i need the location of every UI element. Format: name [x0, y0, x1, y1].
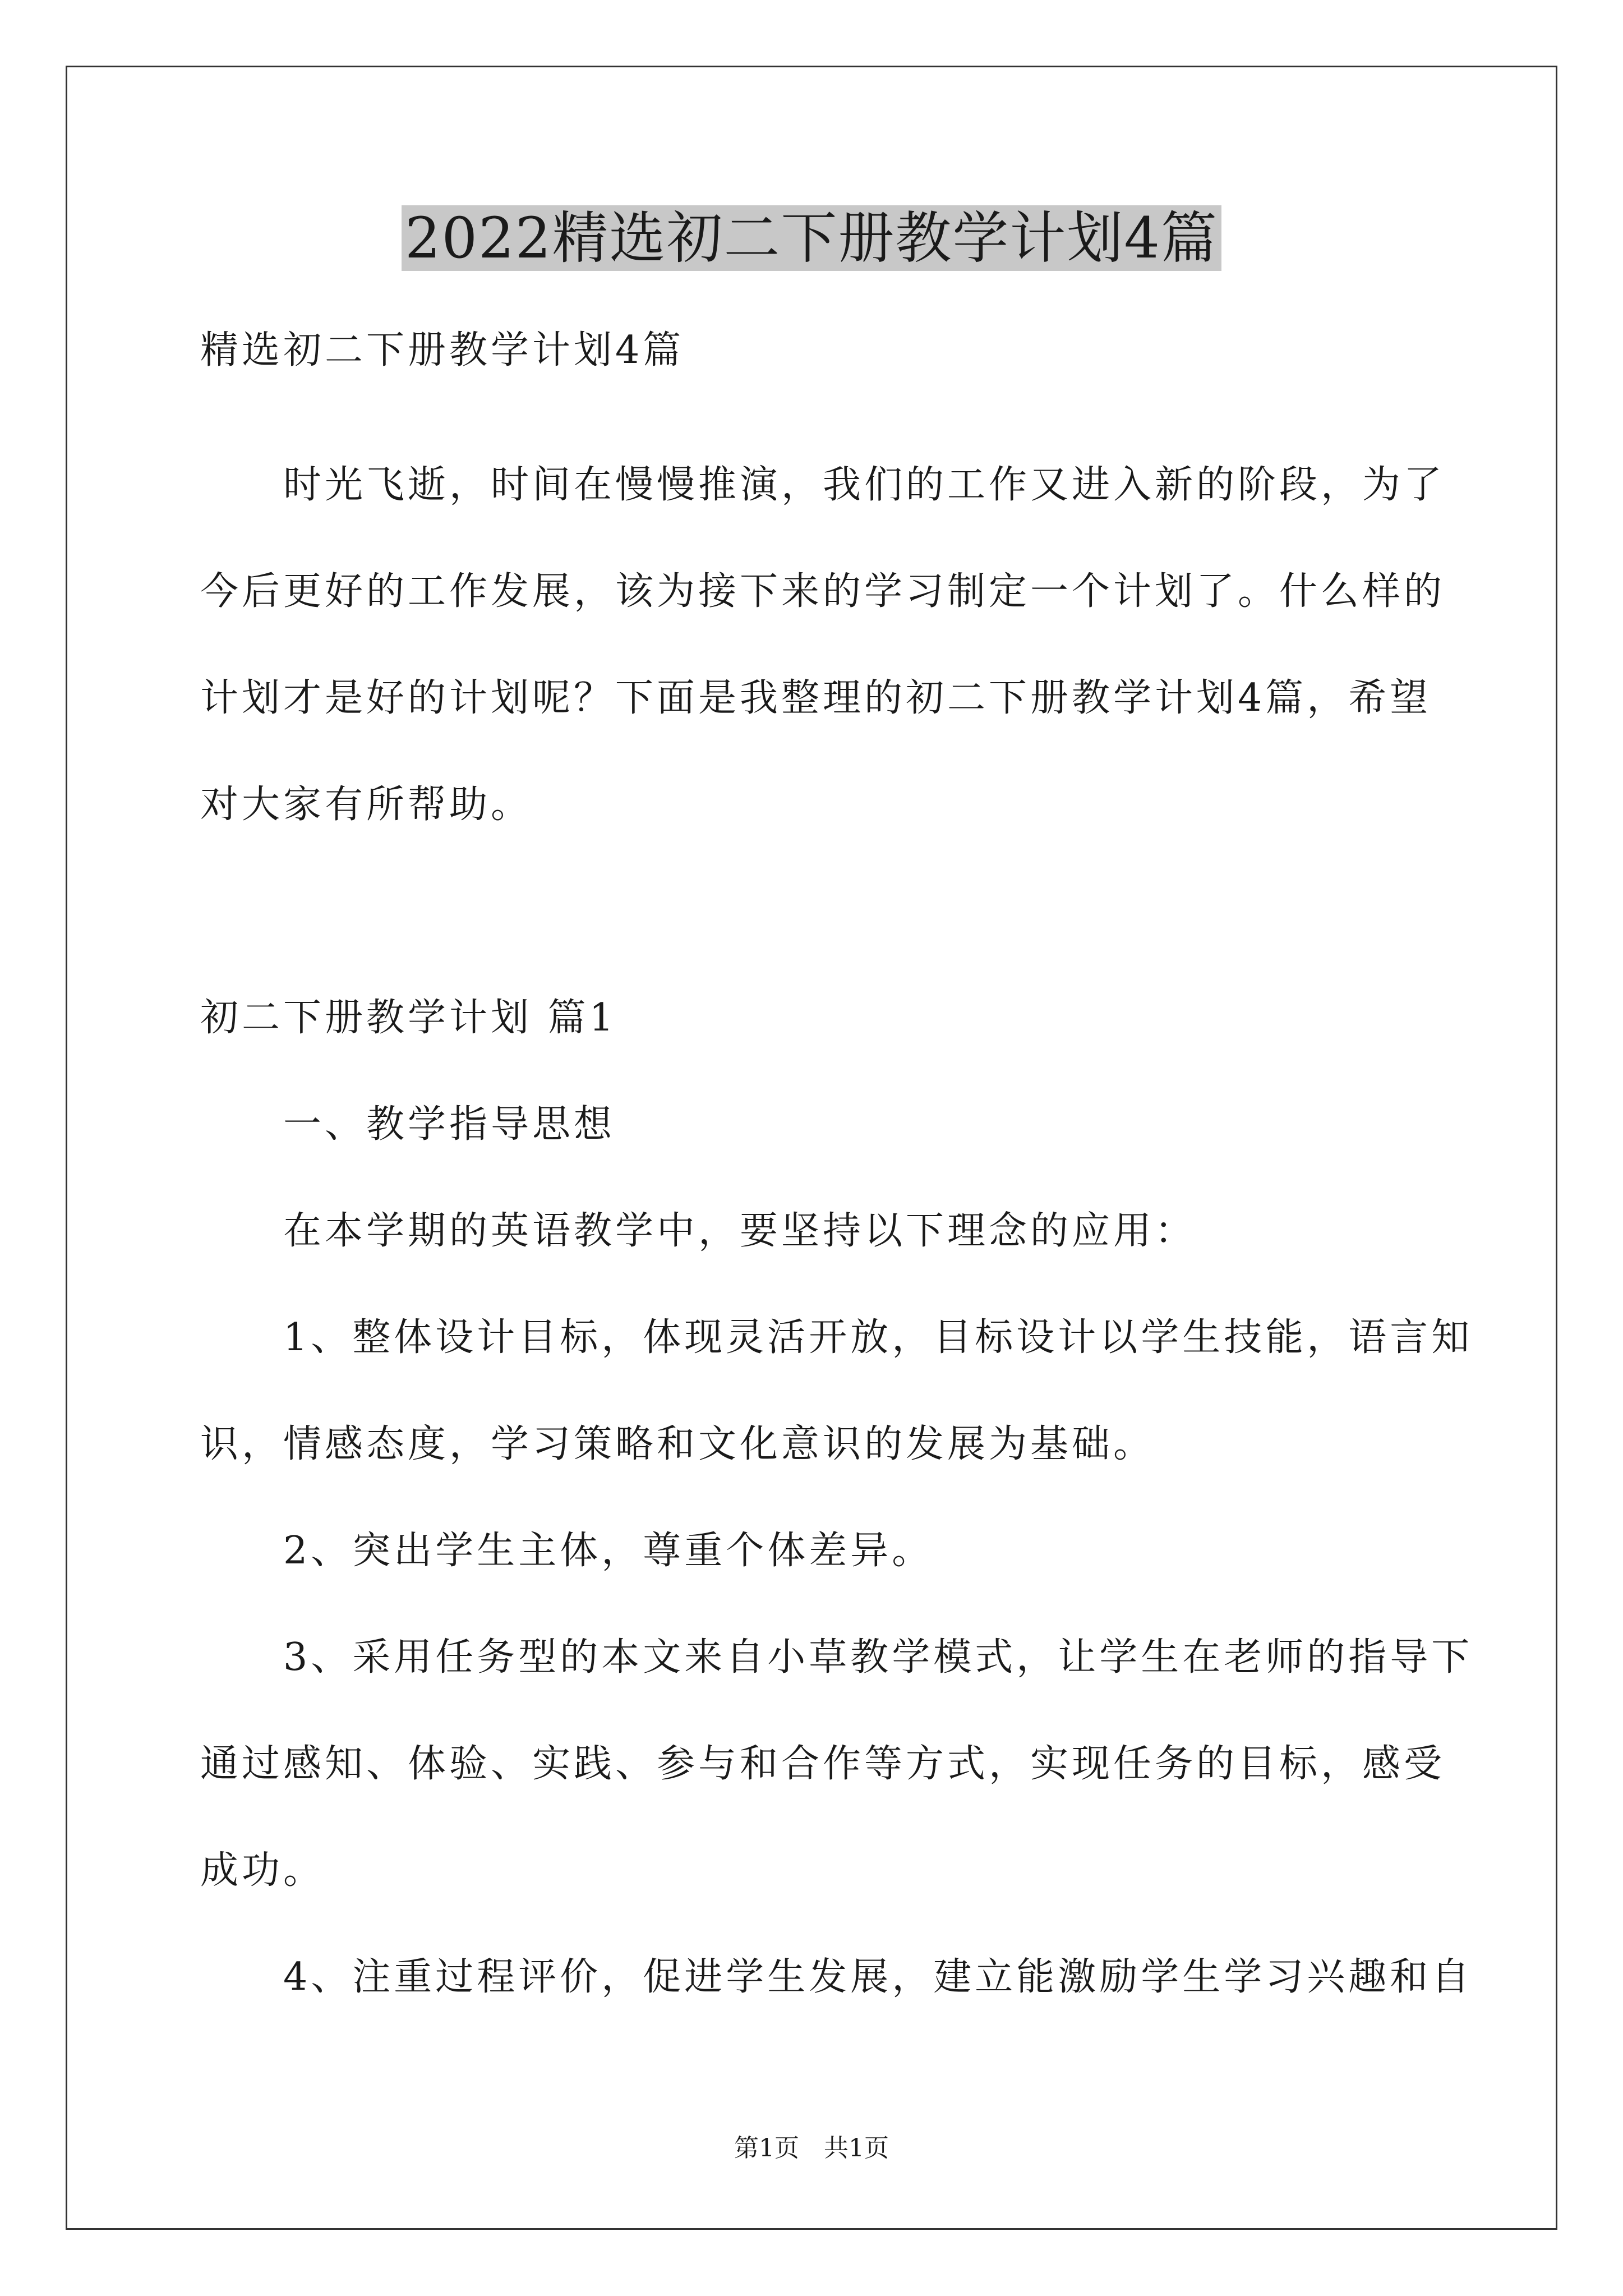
section-heading: 初二下册教学计划 篇1: [200, 996, 617, 1040]
paragraph-line: 通过感知、体验、实践、参与和合作等方式，实现任务的目标，感受: [200, 1742, 1446, 1786]
paragraph-line: 时光飞逝，时间在慢慢推演，我们的工作又进入新的阶段，为了: [200, 463, 1446, 507]
document-title-text: 2022精选初二下册教学计划4篇: [402, 205, 1221, 271]
paragraph-line: 计划才是好的计划呢？下面是我整理的初二下册教学计划4篇，希望: [200, 676, 1432, 720]
paragraph-line: 4、注重过程评价，促进学生发展，建立能激励学生学习兴趣和自: [200, 1955, 1473, 1999]
paragraph-line: 在本学期的英语教学中，要坚持以下理念的应用：: [200, 1209, 1197, 1253]
page-footer: 第1页 共1页: [734, 2134, 889, 2162]
paragraph-line: 成功。: [200, 1848, 325, 1893]
paragraph-line: 一、教学指导思想: [200, 1102, 616, 1147]
paragraph-line: 3、采用任务型的本文来自小草教学模式，让学生在老师的指导下: [200, 1635, 1473, 1680]
subtitle-line: 精选初二下册教学计划4篇: [200, 328, 685, 372]
paragraph-line: 识，情感态度，学习策略和文化意识的发展为基础。: [200, 1422, 1155, 1466]
paragraph-line: 对大家有所帮助。: [200, 783, 533, 827]
paragraph-line: 1、整体设计目标，体现灵活开放，目标设计以学生技能，语言知: [200, 1315, 1473, 1360]
paragraph-line: 今后更好的工作发展，该为接下来的学习制定一个计划了。什么样的: [200, 569, 1446, 614]
paragraph-line: 2、突出学生主体，尊重个体差异。: [200, 1529, 934, 1573]
document-title: [0, 196, 1623, 280]
